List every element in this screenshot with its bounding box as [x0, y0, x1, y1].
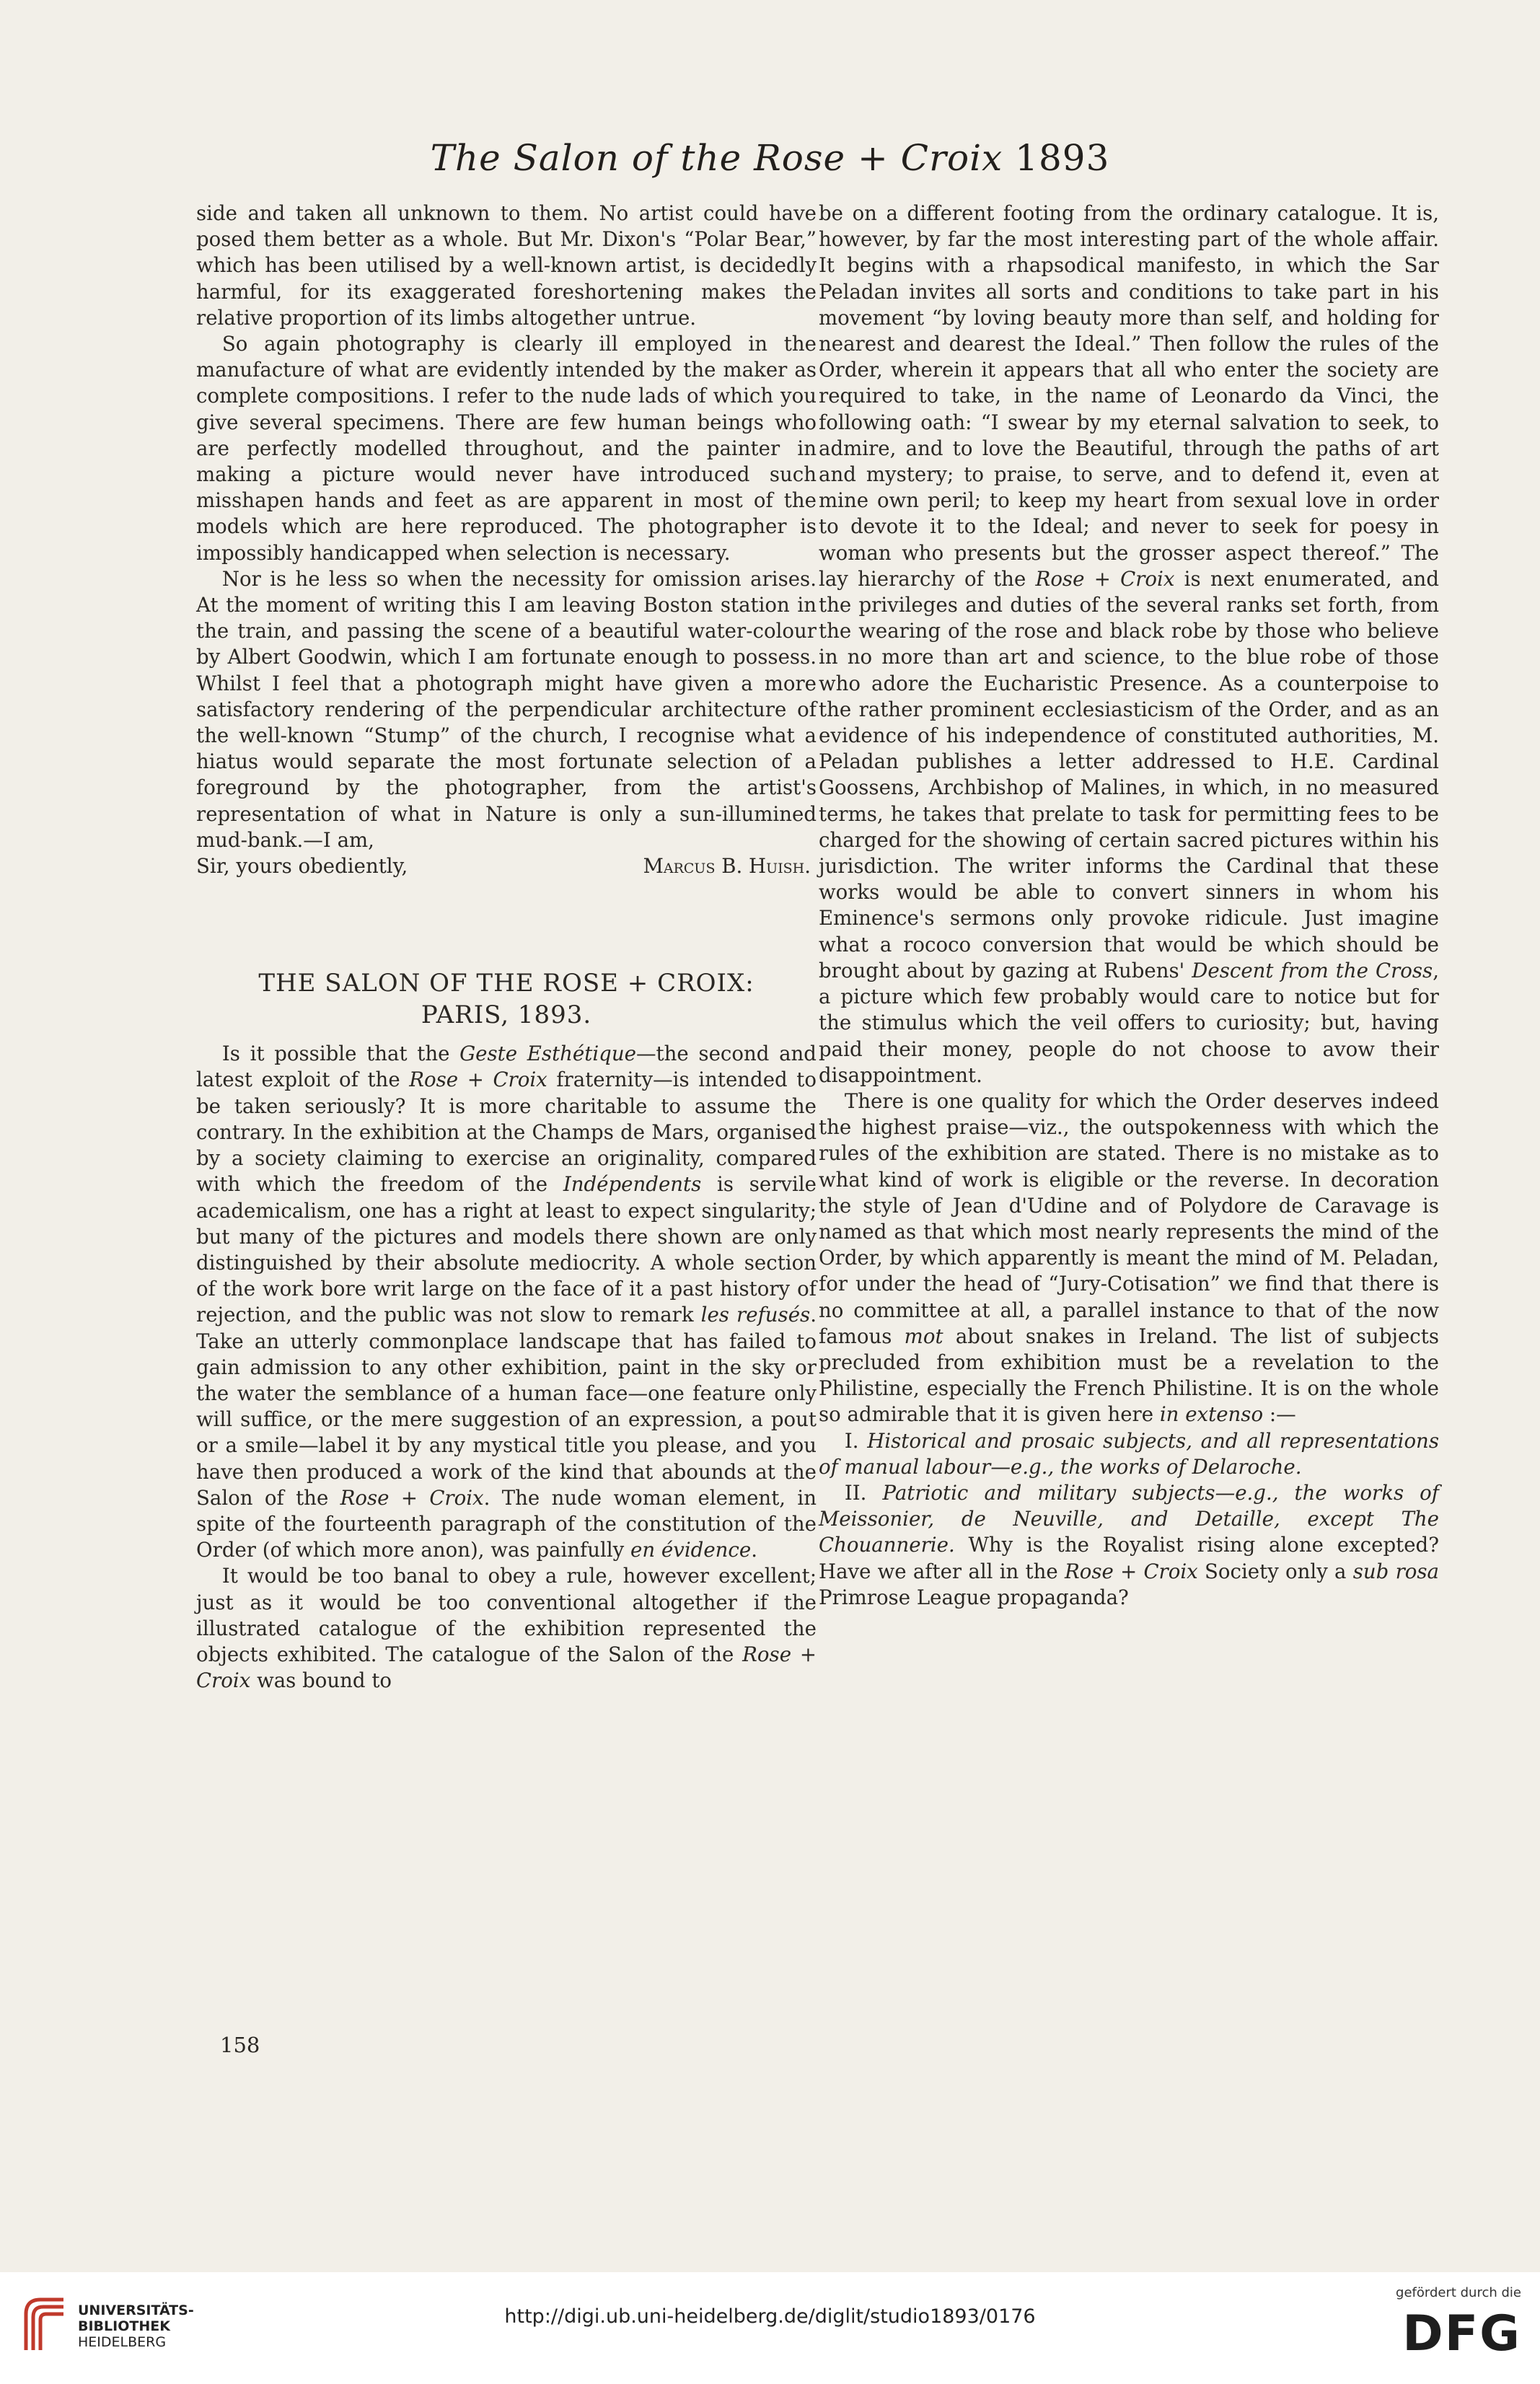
left-column — [196, 201, 817, 1694]
paragraph: be on a different footing from the ordinary catalogue. It is, however, by far the most interesting part of the whole affair. It begins with a rhapsodical manifesto, in which the Sar Peladan invites all sorts and conditions to take part in his movement “by loving beauty more than self, and holding for nearest and dearest the Ideal.” Then follow the rules of the Order, wherein it appears that all who enter the society are required to take, in the name of Leonardo da Vinci, the following oath: “I swear by my eternal salvation to seek, to admire, and to love the Beautiful, through the paths of art and mystery; to praise, to serve, and to defend it, even at mine own peril; to keep my heart from sexual love in order to devote it to the Ideal; and never to seek for poesy in woman who presents but the grosser aspect thereof.” The lay hierarchy of the Rose + Croix is next enumerated, and the privileges and duties of the several ranks set forth, from the wearing of the rose and black robe by those who believe in no more than art and science, to the blue robe of those who adore the Eucharistic Presence. As a counterpoise to the rather prominent ecclesiasticism of the Order, and as an evidence of his independence of constituted authorities, M. Peladan publishes a letter addressed to H.E. Cardinal Goossens, Archbishop of Malines, in which, in no measured terms, he takes that prelate to task for permitting fees to be charged for the showing of certain sacred pictures within his jurisdiction. The writer informs the Cardinal that these works would be able to convert sinners in whom his Eminence's sermons only provoke ridicule. Just imagine what a rococo conversion that would be which should be brought about by gazing at Rubens' Descent from the Cross, a picture which few probably would care to notice but for the stimulus which the veil offers to curiosity; but, having paid their money, people do not choose to avow their disappointment. — [819, 201, 1439, 1087]
digitization-footer — [0, 2272, 1540, 2384]
paragraph: Is it possible that the Geste Esthétique—the second and latest exploit of the Rose + Croix fraternity—is intended to be taken seriously? It is more charitable to assume the contrary. In the exhibition at the Champs de Mars, organised by a society claiming to exercise an originality, compared with which the freedom of the Indépendents is servile academicalism, one has a right at least to expect singularity; but many of the pictures and models there shown are only distinguished by their absolute mediocrity. A whole section of the work bore writ large on the face of it a past history of rejection, and the public was not slow to remark les refusés. Take an utterly commonplace landscape that has failed to gain admission to any other exhibition, paint in the sky or the water the semblance of a human face—one feature only will suffice, or the mere suggestion of an expression, a pout or a smile—label it by any mystical title you please, and you have then produced a work of the kind that abounds at the Salon of the Rose + Croix. The nude woman element, in spite of the fourteenth paragraph of the constitution of the Order (of which more anon), was painfully en évidence. — [196, 1042, 817, 1562]
library-name: UNIVERSITÄTS- BIBLIOTHEK HEIDELBERG — [78, 2302, 194, 2350]
paragraph: There is one quality for which the Order deserves indeed the highest praise—viz., the outspokenness with which the rules of the exhibition are stated. There is no mistake as to what kind of work is eligible or the reverse. In decoration the style of Jean d'Udine and of Polydore de Caravage is named as that which most nearly represents the mind of the Order, by which apparently is meant the mind of M. Peladan, for under the head of “Jury-Cotisation” we find that there is no committee at all, a parallel instance to that of the now famous mot about snakes in Ireland. The list of subjects precluded from exhibition must be a revelation to the Philistine, especially the French Philistine. It is on the whole so admirable that it is given here in extenso :— — [819, 1088, 1439, 1427]
section-heading-title: THE SALON OF THE ROSE + CROIX: — [258, 969, 754, 998]
paragraph: Nor is he less so when the necessity for omission arises. At the moment of writing this I am leaving Boston station in the train, and passing the scene of a beautiful water-colour by Albert Goodwin, which I am fortunate enough to possess. Whilst I feel that a photograph might have given a more satisfactory rendering of the perpendicular architecture of the well-known “Stump” of the church, I recognise what a hiatus would separate the most fortunate selection of a foreground by the photographer, from the artist's representation of what in Nature is only a sun-illumined mud-bank.—I am, — [196, 566, 817, 852]
paragraph: So again photography is clearly ill employed in the manufacture of what are evidently intended by the maker as complete compositions. I refer to the nude lads of which you give several specimens. There are few human beings who are perfectly modelled throughout, and the painter in making a picture would never have introduced such misshapen hands and feet as are apparent in most of the models which are here reproduced. The photographer is impossibly handicapped when selection is necessary. — [196, 332, 817, 565]
section-heading — [196, 967, 817, 1031]
paragraph: side and taken all unknown to them. No artist could have posed them better as a whole. But Mr. Dixon's “Polar Bear,” which has been utilised by a well-known artist, is decidedly harmful, for its exaggerated foreshortening makes the relative proportion of its limbs altogether untrue. — [196, 201, 817, 330]
dfg-logo: DFG — [1402, 2305, 1521, 2362]
running-head — [0, 137, 1540, 179]
funded-by-text: gefördert durch die — [1396, 2285, 1521, 2300]
right-column — [819, 201, 1439, 1611]
paragraph: It would be too banal to obey a rule, however excellent; just as it would be too conventional altogether if the illustrated catalogue of the exhibition represented the objects exhibited. The catalogue of the Salon of the Rose + Croix was bound to — [196, 1564, 817, 1693]
source-url-link[interactable]: http://digi.ub.uni-heidelberg.de/diglit/studio1893/0176 — [504, 2305, 1036, 2328]
signature: Marcus B. Huish. — [643, 854, 811, 879]
list-item: II. Patriotic and military subjects—e.g., the works of Meissonier, de Neuville, and Detaille, except The Chouannerie. Why is the Royalist rising alone excepted? Have we after all in the Rose + Croix Society only a sub rosa Primrose League propaganda? — [819, 1480, 1439, 1609]
signoff-text: Sir, yours obediently, — [196, 854, 408, 879]
section-heading-subtitle: PARIS, 1893. — [421, 1000, 592, 1030]
list-item: I. Historical and prosaic subjects, and all representations of manual labour—e.g., the works of Delaroche. — [819, 1428, 1439, 1479]
running-head-year: 1893 — [1015, 137, 1110, 179]
running-head-title: The Salon of the Rose + Croix — [430, 137, 1003, 179]
letter-signoff — [196, 853, 817, 879]
page-number: 158 — [220, 2033, 260, 2057]
